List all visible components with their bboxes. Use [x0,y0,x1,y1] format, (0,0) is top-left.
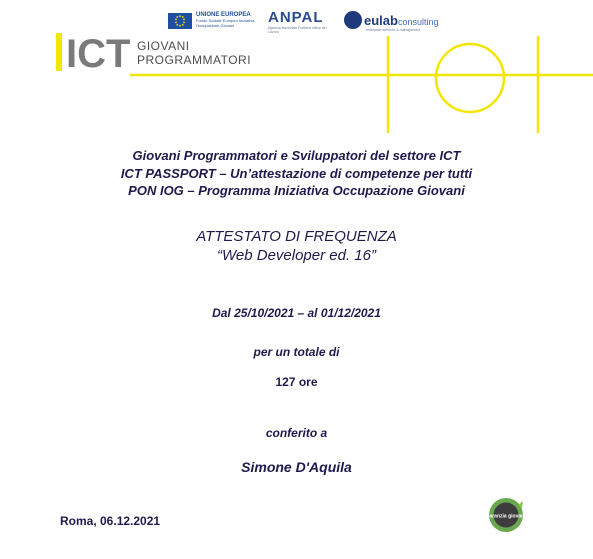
recipient-name: Simone D'Aquila [241,459,352,475]
garanzia-giovani-badge [488,497,524,533]
certificate-title: ATTESTATO DI FREQUENZA [196,228,397,245]
program-heading-line-2: ICT PASSPORT – Un’attestazione di competenze per tutti [120,165,473,181]
program-heading-line-1: Giovani Programmatori e Sviluppatori del settore ICT [132,148,461,163]
certificate-title-block [0,227,593,265]
ict-logo-mark [56,33,136,71]
eulab-suffix: consulting [397,17,439,27]
total-hours-value: 127 ore [275,375,318,389]
ict-logo-line1: GIOVANI [137,39,190,53]
anpal-logo-caption: Agenzia Nazionale Politiche Attive del Lavoro [268,26,327,34]
eulab-logo-caption: enterprise services & management [366,28,421,32]
badge-text: garanzia giovani [488,513,524,520]
garanzia-giovani-badge-icon [488,497,524,533]
program-heading [0,147,593,200]
anpal-logo-name: ANPAL [268,9,324,26]
program-heading-line-3: PON IOG – Programma Iniziativa Occupazione Giovani [128,183,465,198]
course-dates: Dal 25/10/2021 – al 01/12/2021 [212,306,381,320]
eu-logo-title: UNIONE EUROPEA [196,12,251,18]
eulab-name: eulab [364,13,398,28]
ict-logo-text: ICT [66,33,131,71]
ict-logo-subtitle [137,39,251,67]
total-hours-label: per un totale di [253,345,340,359]
place-date: Roma, 06.12.2021 [60,514,161,528]
conferred-label: conferito a [265,426,328,440]
ict-logo-line2: PROGRAMMATORI [137,53,252,67]
ict-giovani-programmatori-logo [56,31,256,73]
eu-logo-subtitle: Fondo Sociale Europeo Iniziativa Occupazione Giovani [196,18,255,28]
course-name: “Web Developer ed. 16” [217,247,376,264]
decor-circle [436,44,504,112]
